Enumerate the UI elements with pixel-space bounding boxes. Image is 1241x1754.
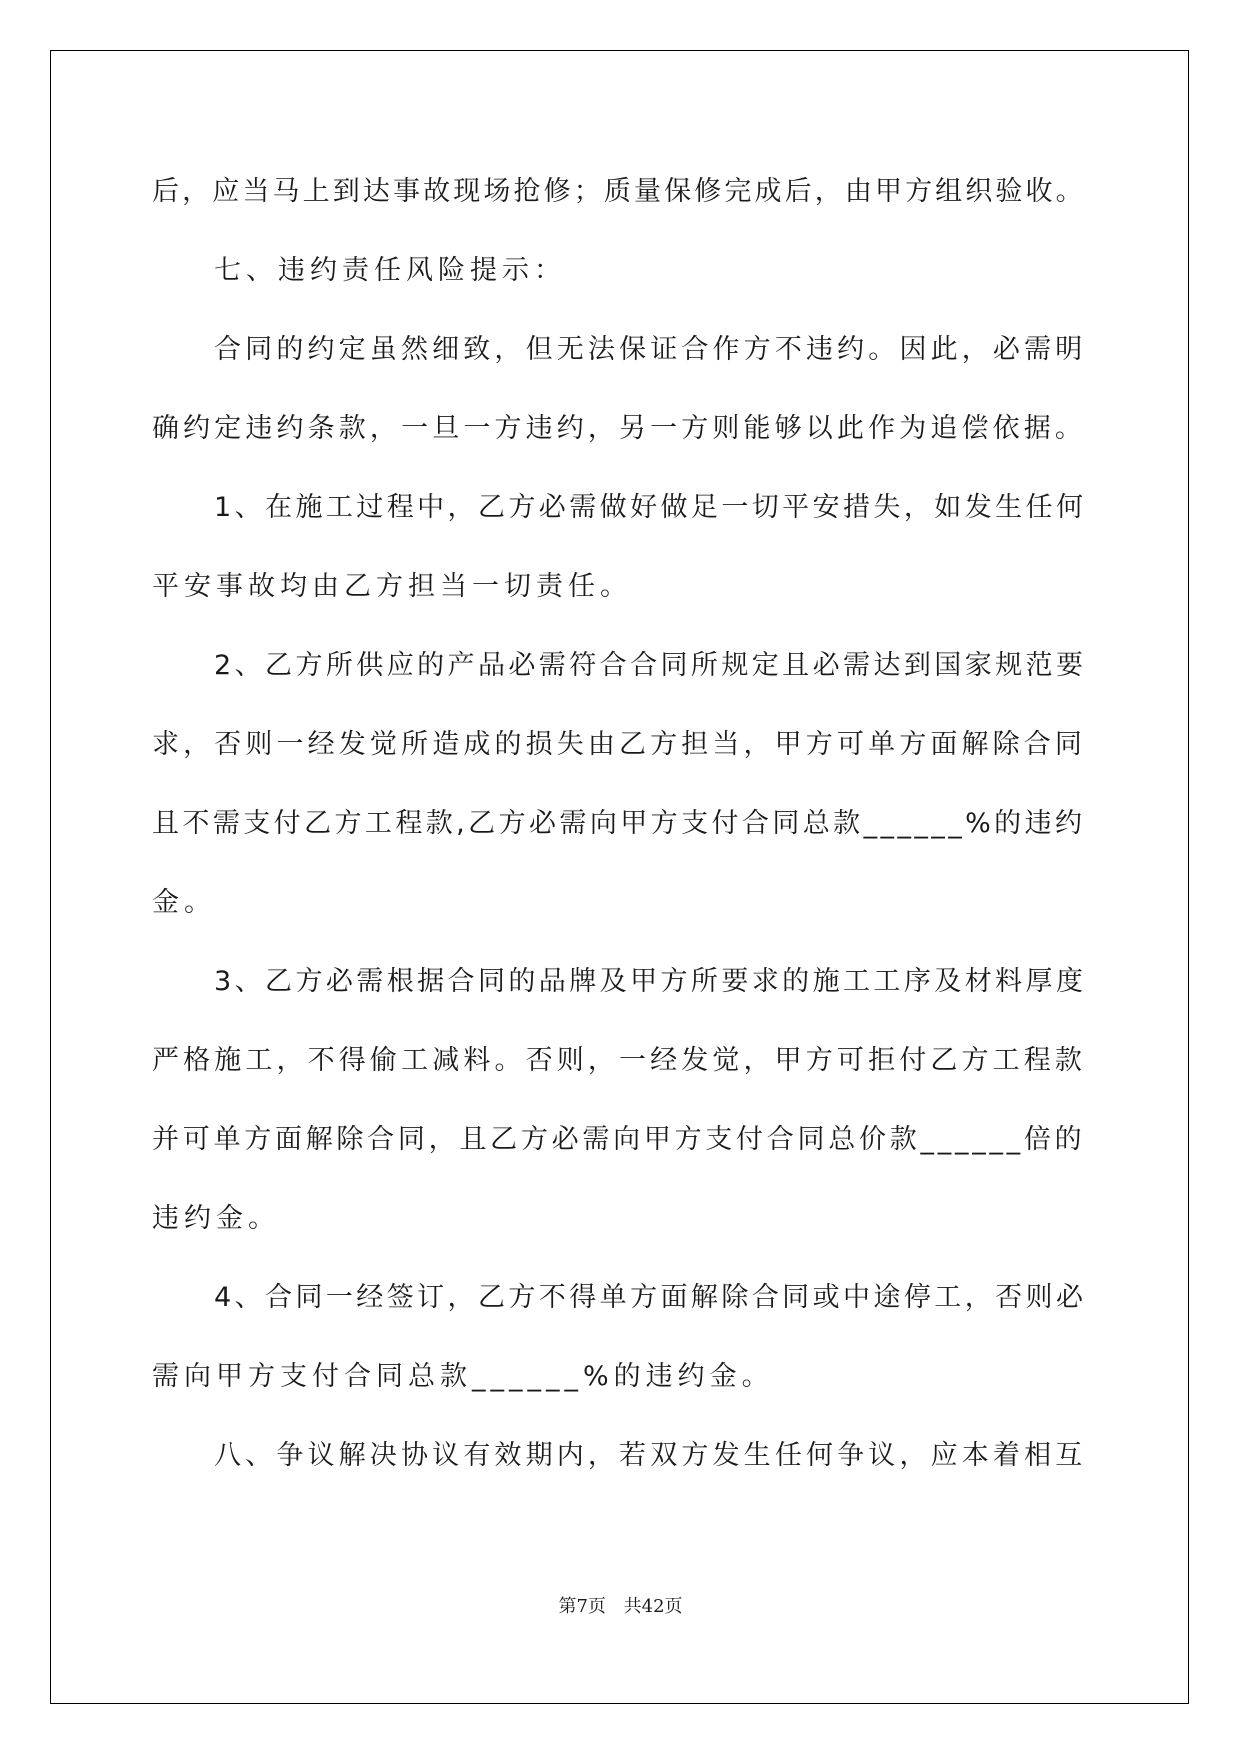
text-line: 4、合同一经签订，乙方不得单方面解除合同或中途停工，否则必	[214, 1282, 1087, 1313]
paragraph	[152, 235, 1092, 314]
text-line: 八、争议解决协议有效期内，若双方发生任何争议，应本着相互	[214, 1440, 1087, 1471]
paragraph	[152, 630, 1092, 946]
paragraph	[152, 156, 1092, 235]
text-line: 需向甲方支付合同总款______%的违约金。	[152, 1361, 774, 1392]
page-total: 共42页	[623, 1596, 683, 1617]
page-footer	[0, 1592, 1241, 1618]
document-body	[152, 156, 1092, 1499]
paragraph	[152, 472, 1092, 630]
text-line: 并可单方面解除合同，且乙方必需向甲方支付合同总价款______倍的	[152, 1124, 1086, 1155]
text-line: 后，应当马上到达事故现场抢修；质量保修完成后，由甲方组织验收。	[152, 176, 1086, 207]
text-line: 3、乙方必需根据合同的品牌及甲方所要求的施工工序及材料厚度	[214, 966, 1087, 997]
paragraph	[152, 314, 1092, 472]
text-line: 1、在施工过程中，乙方必需做好做足一切平安措失，如发生任何	[214, 492, 1087, 523]
text-line: 平安事故均由乙方担当一切责任。	[152, 571, 632, 602]
paragraph	[152, 1420, 1092, 1499]
text-line: 七、违约责任风险提示：	[214, 255, 566, 286]
paragraph	[152, 1262, 1092, 1420]
text-line: 金。	[152, 887, 216, 918]
page-number: 第7页	[558, 1596, 606, 1617]
text-line: 违约金。	[152, 1203, 280, 1234]
text-line: 严格施工，不得偷工减料。否则，一经发觉，甲方可拒付乙方工程款	[152, 1045, 1086, 1076]
text-line: 且不需支付乙方工程款,乙方必需向甲方支付合同总款______%的违约	[152, 808, 1086, 839]
text-line: 合同的约定虽然细致，但无法保证合作方不违约。因此，必需明	[214, 334, 1087, 365]
text-line: 2、乙方所供应的产品必需符合合同所规定且必需达到国家规范要	[214, 650, 1087, 681]
text-line: 确约定违约条款，一旦一方违约，另一方则能够以此作为追偿依据。	[152, 413, 1086, 444]
text-line: 求，否则一经发觉所造成的损失由乙方担当，甲方可单方面解除合同	[152, 729, 1086, 760]
paragraph	[152, 946, 1092, 1262]
